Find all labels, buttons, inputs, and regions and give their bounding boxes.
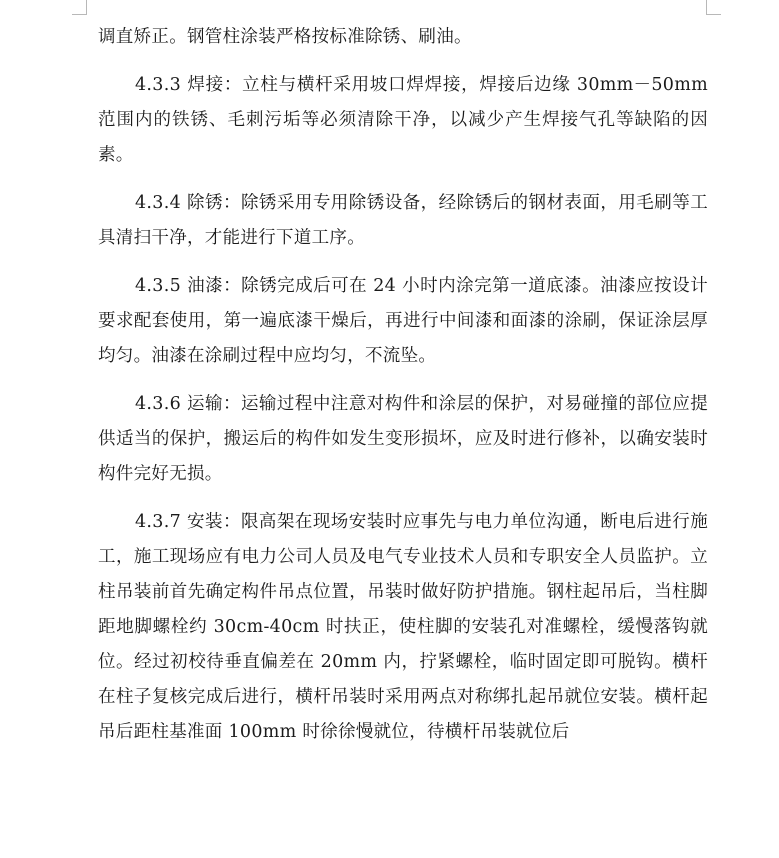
- paragraph-painting: 4.3.5 油漆：除锈完成后可在 24 小时内涂完第一道底漆。油漆应按设计要求配套使用，第一遍底漆干燥后，再进行中间漆和面漆的涂刷，保证涂层厚均匀。油漆在涂刷过程中应均匀，不流坠。: [98, 276, 708, 366]
- paragraph-continuation: 调直矫正。钢管柱涂装严格按标准除锈、刷油。: [98, 27, 472, 47]
- paragraph-transport: 4.3.6 运输：运输过程中注意对构件和涂层的保护，对易碰撞的部位应提供适当的保护，搬运后的构件如发生变形损坏，应及时进行修补，以确安装时构件完好无损。: [98, 394, 708, 484]
- paragraph-rust-removal: 4.3.4 除锈：除锈采用专用除锈设备，经除锈后的钢材表面，用毛刷等工具清扫干净，才能进行下道工序。: [98, 193, 708, 248]
- margin-corner-mark-right: [706, 0, 721, 15]
- paragraph-installation: 4.3.7 安装：限高架在现场安装时应事先与电力单位沟通，断电后进行施工，施工现场应有电力公司人员及电气专业技术人员和专职安全人员监护。立柱吊装前首先确定构件吊点位置，吊装时做好防护措施。钢柱起吊后，当柱脚距地脚螺栓约 30cm-40cm 时扶正，使柱脚的安装孔对准螺栓，缓慢落钩就位。经过初校待垂直偏差在 20mm 内，拧紧螺栓，临时固定即可脱钩。横杆在柱子复核完成后进行，横杆吊装时采用两点对称绑扎起吊就位安装。横杆起吊后距柱基准面 100mm 时徐徐慢就位，待横杆吊装就位后: [98, 512, 708, 742]
- margin-corner-mark-left: [72, 0, 87, 15]
- document-body: [98, 20, 708, 763]
- paragraph-welding: 4.3.3 焊接：立柱与横杆采用坡口焊焊接，焊接后边缘 30mm－50mm 范围内的铁锈、毛刺污垢等必须清除干净，以减少产生焊接气孔等缺陷的因素。: [98, 75, 708, 165]
